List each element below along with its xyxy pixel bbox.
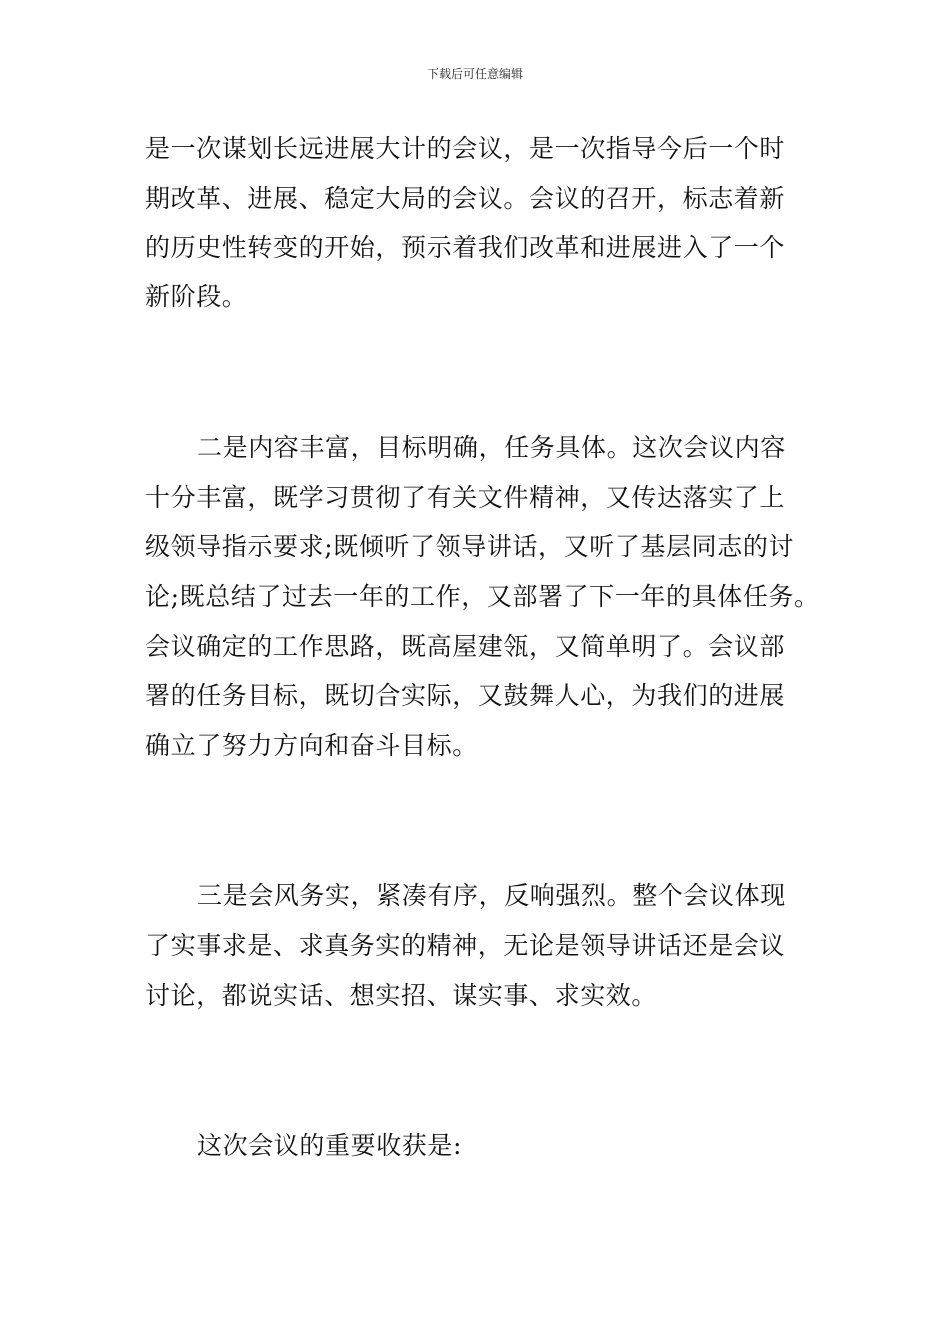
text-line: 十分丰富，既学习贯彻了有关文件精神，又传达落实了上 [145, 483, 786, 512]
text-line: 新阶段。 [145, 282, 248, 311]
text-line: 的历史性转变的开始，预示着我们改革和进展进入了一个 [145, 233, 786, 262]
text-line: 是一次谋划长远进展大计的会议，是一次指导今后一个时 [145, 134, 786, 163]
text-line: 二是内容丰富，目标明确，任务具体。这次会议内容 [197, 433, 786, 462]
text-line: 期改革、进展、稳定大局的会议。会议的召开，标志着新 [145, 184, 786, 213]
page-header: 下载后可任意编辑 [426, 67, 523, 81]
text-line: 了实事求是、求真务实的精神，无论是领导讲话还是会议 [145, 931, 786, 960]
text-line: 讨论，都说实话、想实招、谋实事、求实效。 [145, 981, 658, 1010]
text-line: 论;既总结了过去一年的工作，又部署了下一年的具体任务。 [145, 582, 820, 611]
text-line: 确立了努力方向和奋斗目标。 [145, 731, 478, 760]
text-line: 级领导指示要求;既倾听了领导讲话，又听了基层同志的讨 [145, 532, 795, 561]
text-line: 署的任务目标，既切合实际，又鼓舞人心，为我们的进展 [145, 681, 786, 710]
text-line: 会议确定的工作思路，既高屋建瓴，又简单明了。会议部 [145, 632, 786, 661]
text-line: 这次会议的重要收获是: [197, 1131, 463, 1160]
text-line: 三是会风务实，紧凑有序，反响强烈。整个会议体现 [197, 881, 786, 910]
